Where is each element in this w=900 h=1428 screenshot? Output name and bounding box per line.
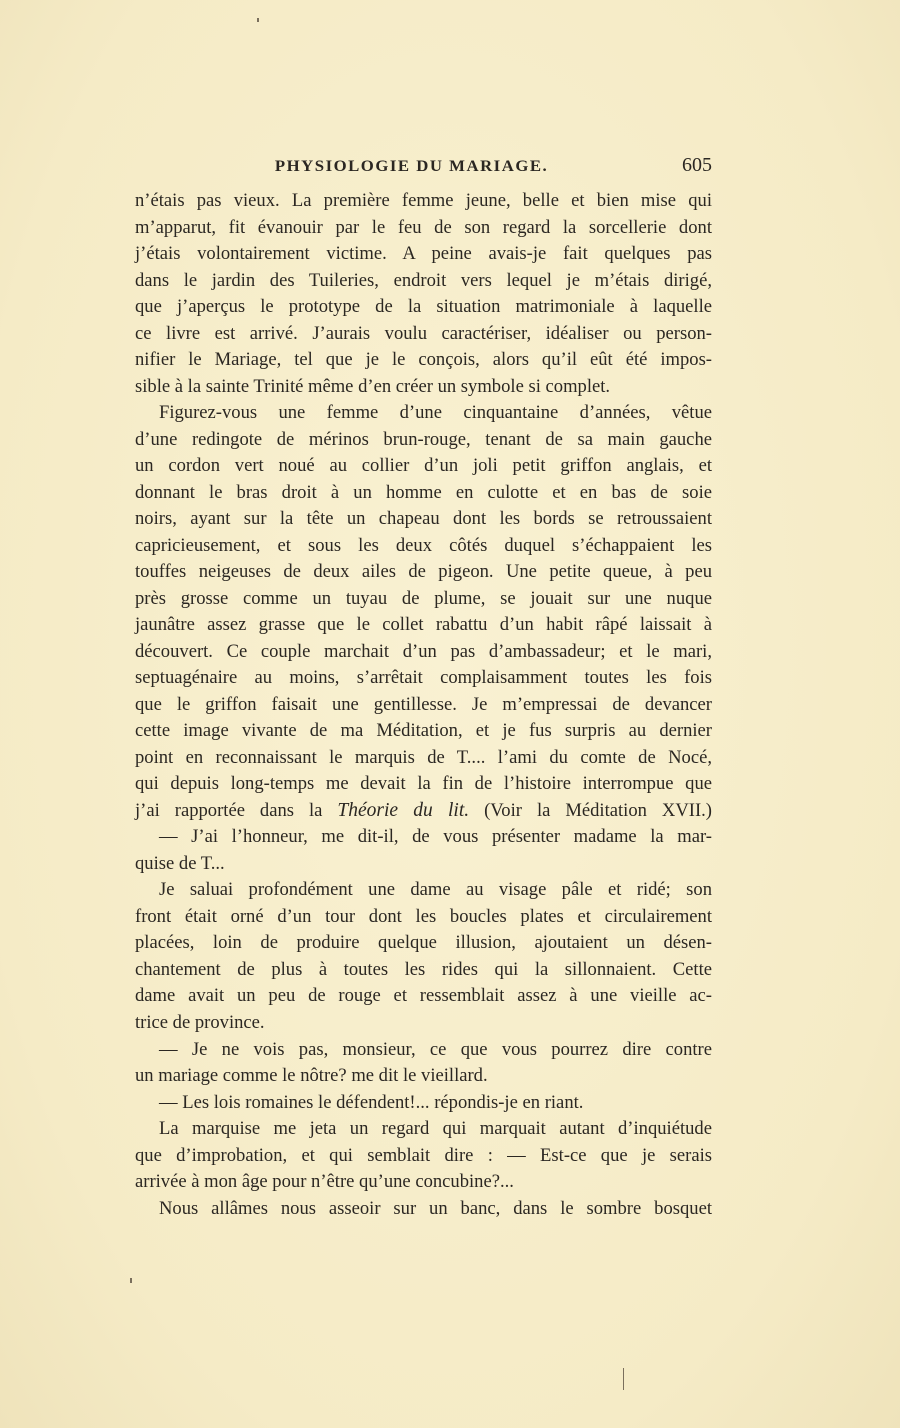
text-line: dans le jardin des Tuileries, endroit vers lequel je m’étais dirigé, (135, 269, 712, 291)
text-line: nifier le Mariage, tel que je le conçois, alors qu’il eût été impos- (135, 349, 712, 371)
scan-line-artifact (623, 1368, 624, 1390)
text-segment: (Voir la Méditation XVII.) (469, 799, 712, 821)
text-line: d’une redingote de mérinos brun-rouge, tenant de sa main gauche (135, 428, 712, 450)
text-line: placées, loin de produire quelque illusion, ajoutaient un désen- (135, 932, 712, 954)
text-line: m’apparut, fit évanouir par le feu de son regard la sorcellerie dont (135, 216, 712, 238)
text-line: noirs, ayant sur la tête un chapeau dont les bords se retroussaient (135, 508, 712, 530)
text-line: cette image vivante de ma Méditation, et je fus surpris au dernier (135, 720, 712, 742)
text-line: un cordon vert noué au collier d’un joli petit griffon anglais, et (135, 455, 712, 477)
text-line: que le griffon faisait une gentillesse. Je m’empressai de devancer (135, 693, 712, 715)
page-header (135, 156, 712, 180)
text-line: jaunâtre assez grasse que le collet rabattu d’un habit râpé laissait à (135, 614, 712, 636)
text-line: ce livre est arrivé. J’aurais voulu caractériser, idéaliser ou person- (135, 322, 712, 344)
text-line: près grosse comme un tuyau de plume, se jouait sur une nuque (135, 587, 712, 609)
text-line: sible à la sainte Trinité même d’en créer un symbole si complet. (135, 375, 611, 397)
text-line: dame avait un peu de rouge et ressemblait assez à une vieille ac- (135, 985, 712, 1007)
text-line: Je saluai profondément une dame au visage pâle et ridé; son (159, 879, 712, 901)
text-line: n’étais pas vieux. La première femme jeune, belle et bien mise qui (135, 190, 712, 211)
text-line: La marquise me jeta un regard qui marquait autant d’inquiétude (159, 1118, 712, 1140)
text-line: découvert. Ce couple marchait d’un pas d’ambassadeur; et le mari, (135, 640, 712, 662)
text-line: point en reconnaissant le marquis de T.... l’ami du comte de Nocé, (135, 746, 712, 768)
running-title: PHYSIOLOGIE DU MARIAGE. (274, 158, 549, 175)
scan-speck (257, 18, 259, 22)
text-line: touffes neigeuses de deux ailes de pigeon. Une petite queue, à peu (135, 561, 712, 583)
text-line: — Je ne vois pas, monsieur, ce que vous pourrez dire contre (159, 1038, 712, 1060)
text-line: quise de T... (135, 852, 225, 874)
text-line: que d’improbation, et qui semblait dire : — Est-ce que je serais (135, 1144, 712, 1166)
text-line: arrivée à mon âge pour n’être qu’une concubine?... (135, 1171, 514, 1193)
text-line: Figurez-vous une femme d’une cinquantaine d’années, vêtue (159, 402, 712, 424)
text-line: capricieusement, et sous les deux côtés duquel s’échappaient les (135, 534, 712, 556)
body-text (135, 188, 712, 1222)
page-number: 605 (682, 154, 712, 176)
text-line: chantement de plus à toutes les rides qui la sillonnaient. Cette (135, 958, 712, 980)
text-line: septuagénaire au moins, s’arrêtait complaisamment toutes les fois (135, 667, 712, 689)
text-line: donnant le bras droit à un homme en culotte et en bas de soie (135, 481, 712, 503)
text-line: — J’ai l’honneur, me dit-il, de vous présenter madame la mar- (159, 826, 712, 848)
text-line: un mariage comme le nôtre? me dit le vieillard. (135, 1065, 488, 1087)
text-line: — Les lois romaines le défendent!... répondis-je en riant. (159, 1091, 584, 1113)
text-line: front était orné d’un tour dont les boucles plates et circulairement (135, 905, 712, 927)
text-line: trice de province. (135, 1011, 265, 1033)
text-line: Nous allâmes nous asseoir sur un banc, dans le sombre bosquet (159, 1197, 712, 1219)
text-line (135, 798, 712, 825)
scan-speck (130, 1278, 132, 1283)
italic-title: Théorie du lit. (337, 799, 470, 821)
text-line: qui depuis long-temps me devait la fin de l’histoire interrompue que (135, 773, 712, 795)
text-line: que j’aperçus le prototype de la situation matrimoniale à laquelle (135, 296, 712, 318)
text-segment: j’ai rapportée dans la (135, 799, 338, 821)
text-line: j’étais volontairement victime. A peine avais-je fait quelques pas (135, 243, 712, 265)
